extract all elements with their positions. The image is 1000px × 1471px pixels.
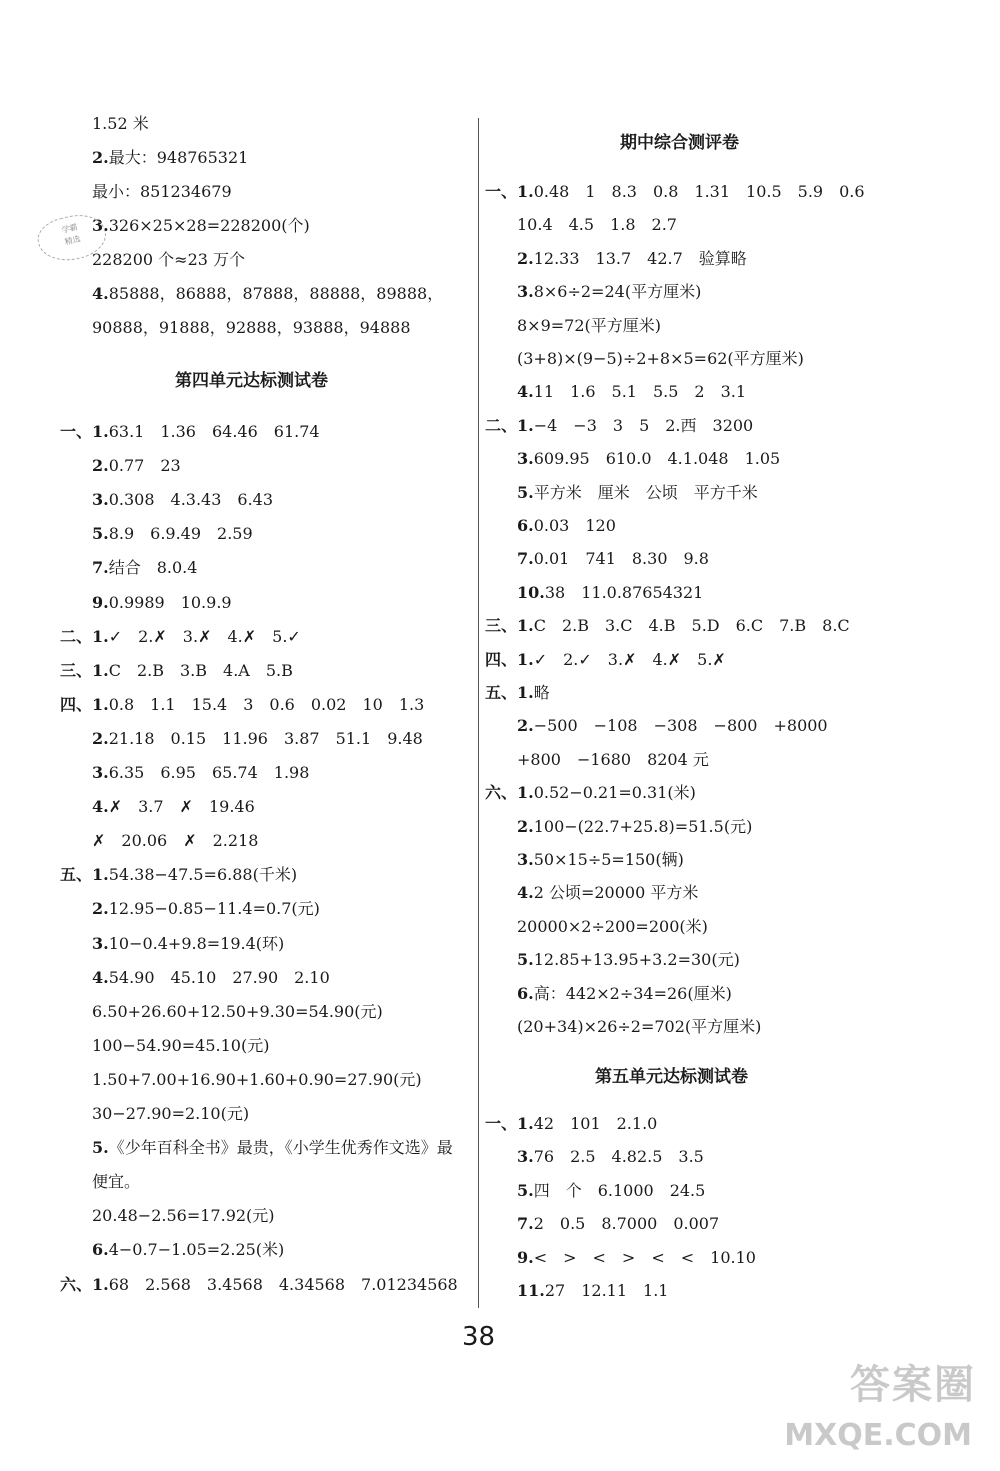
answer-number: 5.	[92, 524, 109, 544]
answer-line	[517, 483, 758, 503]
answer-number: 二、1.	[485, 415, 534, 435]
answer-text: 0.8 1.1 15.4 3 0.6 0.02 10 1.3	[108, 694, 425, 714]
answer-text: 平方米 厘米 公顷 平方千米	[533, 482, 758, 502]
answer-text: ✓ 2.✓ 3.✗ 4.✗ 5.✗	[533, 649, 726, 669]
answer-line	[517, 1281, 668, 1301]
answer-line	[92, 216, 310, 236]
answer-text: 0.48 1 8.3 0.8 1.31 10.5 5.9 0.6	[533, 182, 865, 201]
answer-line	[485, 182, 865, 202]
section-title-midterm: 期中综合测评卷	[620, 133, 739, 153]
answer-line	[517, 516, 616, 536]
answer-number: 3.	[92, 933, 109, 953]
answer-number: 2.	[92, 728, 109, 748]
answer-number: 6.	[517, 983, 534, 1003]
answer-text: 10.4 4.5 1.8 2.7	[517, 215, 677, 235]
answer-line	[92, 456, 181, 476]
answer-line	[517, 1017, 761, 1037]
answer-line	[92, 593, 232, 613]
answer-number: 9.	[92, 592, 109, 612]
answer-number: 11.	[517, 1281, 545, 1300]
answer-text: 4−0.7−1.05=2.25(米)	[108, 1240, 285, 1260]
answer-text: 12.85+13.95+3.2=30(元)	[533, 950, 740, 970]
answer-line	[517, 549, 709, 569]
stamp-mark: 学霸 精选	[34, 208, 111, 267]
answer-number: 四、1.	[60, 694, 109, 714]
answer-line	[517, 950, 740, 970]
answer-number: 3.	[517, 850, 534, 869]
answer-text: 8×9=72(平方厘米)	[517, 315, 662, 335]
answer-number: 3.	[92, 763, 109, 782]
answer-text: 0.03 120	[533, 516, 616, 535]
answer-number: 4.	[92, 284, 109, 303]
answer-line	[60, 865, 297, 885]
answer-text: ✗ 3.7 ✗ 19.46	[108, 797, 255, 817]
answer-text: 54.38−47.5=6.88(千米)	[108, 865, 298, 885]
answer-number: 4.	[517, 883, 534, 903]
answer-text: 609.95 610.0 4.1.048 1.05	[533, 449, 781, 469]
answer-number: 7.	[517, 1214, 534, 1234]
answer-text: ✗ 20.06 ✗ 2.218	[92, 831, 259, 851]
answer-number: 一、1.	[485, 182, 534, 201]
answer-line	[485, 416, 753, 436]
answer-number: 2.	[517, 248, 534, 268]
section-title-unit5: 第五单元达标测试卷	[595, 1067, 748, 1087]
answer-text: 100−(22.7+25.8)=51.5(元)	[533, 816, 753, 836]
answer-text: 1.50+7.00+16.90+1.60+0.90=27.90(元)	[92, 1069, 422, 1089]
answer-line	[60, 695, 424, 715]
answer-text: 1.52 米	[92, 114, 149, 133]
answer-number: 三、1.	[60, 660, 109, 680]
answer-line	[92, 114, 149, 134]
answer-line	[92, 934, 284, 954]
answer-line	[517, 817, 752, 837]
answer-line	[92, 148, 248, 168]
answer-line	[92, 250, 245, 270]
answer-line	[517, 316, 661, 336]
answer-text: 12.95−0.85−11.4=0.7(元)	[108, 899, 320, 919]
answer-text: 8.9 6.9.49 2.59	[108, 524, 253, 544]
answer-number: 2.	[92, 899, 109, 919]
answer-number: 3.	[92, 490, 109, 510]
answer-number: 2.	[517, 816, 534, 836]
answer-line	[92, 490, 273, 510]
answer-line	[517, 1181, 705, 1201]
watermark-logo	[782, 1347, 982, 1457]
answer-line	[92, 729, 423, 749]
column-divider	[478, 118, 479, 1308]
answer-text: 85888，86888，87888，88888，89888，	[108, 284, 444, 303]
answer-text: 0.01 741 8.30 9.8	[533, 549, 709, 569]
answer-line	[92, 182, 232, 202]
answer-line	[92, 968, 330, 988]
answer-number: 一、1.	[485, 1114, 534, 1133]
answer-line	[517, 349, 804, 369]
answer-line	[485, 783, 696, 803]
answer-text: 20000×2÷200=200(米)	[517, 916, 708, 936]
answer-line	[92, 524, 253, 544]
answer-text: (3+8)×(9−5)÷2+8×5=62(平方厘米)	[517, 349, 804, 368]
answer-line	[485, 616, 850, 636]
answer-text: 20.48−2.56=17.92(元)	[92, 1206, 275, 1226]
answer-number: 5.	[92, 1138, 109, 1158]
answer-line	[517, 449, 780, 469]
answer-text: 12.33 13.7 42.7 验算略	[533, 248, 747, 268]
answer-number: 六、1.	[485, 783, 534, 803]
answer-line	[517, 984, 732, 1004]
answer-number: 5.	[517, 482, 534, 502]
answer-number: 4.	[92, 797, 109, 817]
answer-line	[60, 627, 301, 647]
answer-text: 6.35 6.95 65.74 1.98	[108, 763, 310, 782]
answer-number: 3.	[517, 449, 534, 469]
answer-text: −500 −108 −308 −800 +8000	[533, 716, 828, 736]
answer-line	[517, 282, 701, 302]
answer-number: 3.	[517, 282, 534, 302]
answer-number: 4.	[517, 382, 534, 402]
answer-line	[60, 661, 293, 681]
answer-line	[92, 763, 309, 783]
section-title-unit4: 第四单元达标测试卷	[175, 371, 328, 391]
answer-text: 最小：851234679	[92, 182, 232, 201]
answer-text: 8×6÷2=24(平方厘米)	[533, 282, 702, 302]
answer-line	[517, 1147, 704, 1167]
watermark-text: 答案圈	[850, 1362, 976, 1408]
answer-number: 4.	[92, 967, 109, 987]
answer-text: 90888，91888，92888，93888，94888	[92, 318, 411, 337]
answer-text: −4 −3 3 5 2.西 3200	[533, 415, 754, 435]
answer-line	[485, 1114, 657, 1134]
answer-text: 2 公顷=20000 平方米	[533, 883, 699, 903]
answer-number: 6.	[92, 1240, 109, 1260]
answer-line	[517, 382, 746, 402]
answer-text: 0.9989 10.9.9	[108, 592, 232, 612]
answer-text: 30−27.90=2.10(元)	[92, 1104, 250, 1123]
answer-text: ✓ 2.✗ 3.✗ 4.✗ 5.✓	[108, 626, 301, 646]
answer-number: 7.	[517, 549, 534, 569]
answer-number: 2.	[517, 716, 534, 736]
answer-text: 10−0.4+9.8=19.4(环)	[108, 933, 285, 953]
answer-line	[517, 583, 703, 603]
answer-line	[517, 850, 684, 870]
answer-number: 9.	[517, 1247, 534, 1267]
answer-line	[92, 1138, 453, 1158]
answer-text: 2 0.5 8.7000 0.007	[533, 1214, 720, 1234]
answer-text: (20+34)×26÷2=702(平方厘米)	[517, 1017, 762, 1036]
answer-number: 五、1.	[60, 865, 109, 885]
answer-text: 38 11.0.87654321	[544, 582, 704, 602]
answer-text: 略	[533, 683, 550, 702]
answer-number: 2.	[92, 148, 109, 167]
answer-text: 11 1.6 5.1 5.5 2 3.1	[533, 382, 747, 402]
answer-line	[92, 1240, 284, 1260]
answer-text: 54.90 45.10 27.90 2.10	[108, 967, 330, 987]
answer-line	[517, 917, 708, 937]
answer-line	[517, 215, 677, 235]
answer-number: 3.	[92, 216, 109, 235]
answer-text: +800 −1680 8204 元	[517, 749, 709, 769]
answer-number: 5.	[517, 950, 534, 970]
answer-line	[92, 831, 258, 851]
answer-line	[60, 1275, 458, 1295]
answer-line	[92, 1036, 269, 1056]
answer-line	[517, 1248, 756, 1268]
answer-line	[517, 750, 709, 770]
answer-number: 10.	[517, 582, 545, 602]
answer-text: 326×25×28=228200(个)	[108, 216, 310, 235]
answer-text: 便宜。	[92, 1172, 141, 1192]
answer-number: 四、1.	[485, 649, 534, 669]
answer-text: 最大：948765321	[108, 148, 249, 167]
answer-line	[485, 683, 550, 703]
answer-number: 五、1.	[485, 683, 534, 702]
answer-number: 6.	[517, 516, 534, 535]
answer-number: 5.	[517, 1180, 534, 1200]
answer-text: C 2.B 3.C 4.B 5.D 6.C 7.B 8.C	[533, 616, 850, 636]
answer-line	[92, 797, 255, 817]
answer-line	[92, 1104, 249, 1124]
answer-text: 21.18 0.15 11.96 3.87 51.1 9.48	[108, 728, 423, 748]
answer-text: 6.50+26.60+12.50+9.30=54.90(元)	[92, 1001, 383, 1021]
answer-line	[92, 1172, 140, 1192]
answer-line	[485, 650, 726, 670]
answer-text: < > < > < < 10.10	[533, 1247, 756, 1267]
answer-line	[92, 1002, 383, 1022]
answer-number: 六、1.	[60, 1274, 109, 1294]
answer-text: 100−54.90=45.10(元)	[92, 1035, 270, 1055]
watermark-url: MXQE.COM	[784, 1418, 972, 1453]
answer-number: 一、1.	[60, 422, 109, 441]
answer-line	[517, 1214, 719, 1234]
answer-text: 高：442×2÷34=26(厘米)	[533, 983, 732, 1003]
answer-line	[92, 558, 197, 578]
answer-text: 0.52−0.21=0.31(米)	[533, 783, 696, 803]
answer-number: 2.	[92, 456, 109, 476]
answer-line	[517, 249, 747, 269]
answer-text: 《少年百科全书》最贵，《小学生优秀作文选》最	[108, 1138, 453, 1158]
answer-number: 三、1.	[485, 616, 534, 636]
answer-line	[92, 318, 411, 338]
page-number: 38	[462, 1322, 496, 1352]
answer-text: C 2.B 3.B 4.A 5.B	[108, 660, 293, 680]
answer-text: 0.77 23	[108, 456, 181, 476]
answer-text: 42 101 2.1.0	[533, 1114, 658, 1133]
answer-text: 68 2.568 3.4568 4.34568 7.01234568	[108, 1274, 458, 1294]
answer-number: 7.	[92, 558, 109, 578]
answer-line	[517, 716, 828, 736]
answer-text: 76 2.5 4.82.5 3.5	[533, 1147, 704, 1167]
answer-text: 228200 个≈23 万个	[92, 250, 246, 269]
answer-line	[60, 422, 320, 442]
answer-text: 0.308 4.3.43 6.43	[108, 490, 274, 510]
answer-number: 3.	[517, 1147, 534, 1167]
answer-text: 50×15÷5=150(辆)	[533, 850, 684, 869]
answer-number: 二、1.	[60, 626, 109, 646]
answer-text: 结合 8.0.4	[108, 558, 198, 578]
answer-text: 27 12.11 1.1	[544, 1281, 669, 1300]
answer-text: 63.1 1.36 64.46 61.74	[108, 422, 320, 441]
answer-text: 四 个 6.1000 24.5	[533, 1180, 706, 1200]
answer-line	[92, 1070, 422, 1090]
answer-line	[92, 1206, 275, 1226]
answer-line	[517, 883, 698, 903]
answer-line	[92, 899, 320, 919]
answer-line	[92, 284, 443, 304]
